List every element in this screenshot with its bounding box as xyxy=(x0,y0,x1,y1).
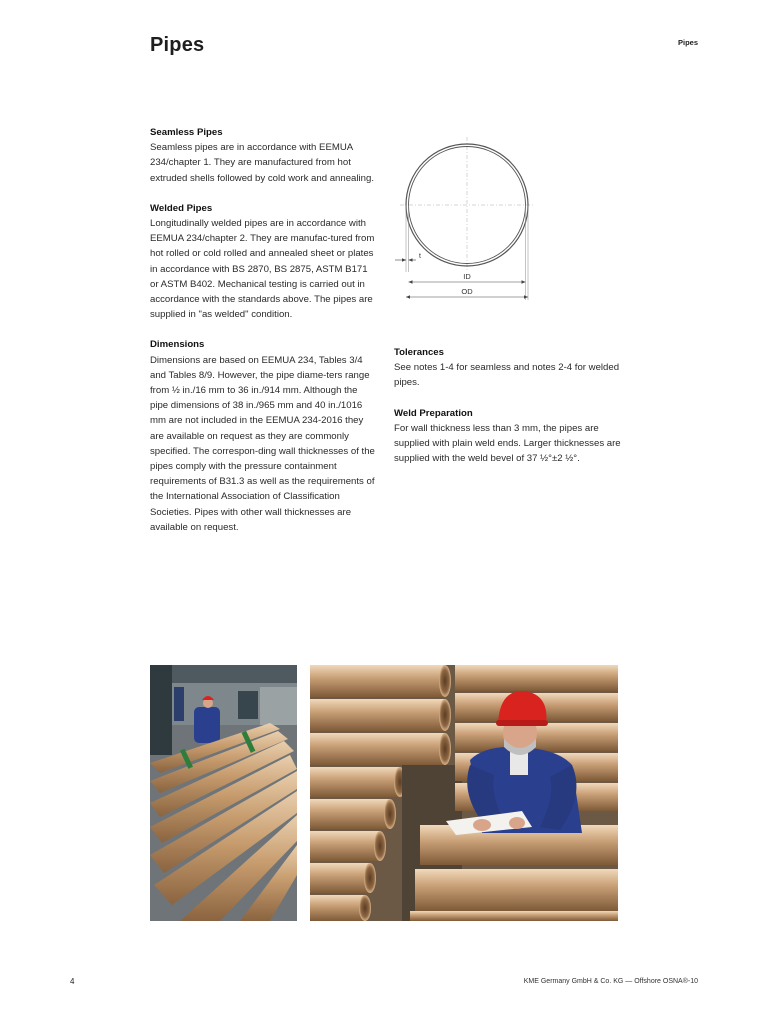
warehouse-pipes-photo xyxy=(150,665,297,921)
pipe-diagram-svg xyxy=(392,132,542,317)
page-title: Pipes xyxy=(150,34,205,56)
left-text-column xyxy=(150,125,375,550)
section-heading: Welded Pipes xyxy=(150,202,213,214)
arrow-head xyxy=(409,258,413,261)
right-text-column xyxy=(394,345,624,481)
section-heading: Dimensions xyxy=(150,339,205,351)
page-number: 4 xyxy=(70,977,75,986)
footer-publisher: KME Germany GmbH & Co. KG — Offshore OSNA®-10 xyxy=(523,978,698,985)
section-welded-pipes xyxy=(150,201,375,323)
section-body: For wall thickness less than 3 mm, the pipes are supplied with plain weld ends. Larger thicknesses are supplied with the weld bevel of 37 ½°±2 ½°. xyxy=(394,422,621,465)
arrow-head xyxy=(409,280,413,283)
label-od: OD xyxy=(461,287,473,296)
label-t: t xyxy=(419,253,421,260)
section-body: See notes 1-4 for seamless and notes 2-4 for welded pipes. xyxy=(394,362,620,389)
section-heading: Weld Preparation xyxy=(394,407,473,419)
arrow-head xyxy=(402,258,406,261)
section-body: Dimensions are based on EEMUA 234, Tables 3/4 and Tables 8/9. However, the pipe diame-ters range from ½ in./16 mm to 36 in./914 mm. Although the pipe dimensions of 38 in./965 mm and 40 in./1016 mm are not included in the EEMUA 234-2016 they are available on request as they are commonly specified. The correspon-ding wall thicknesses of the pipes comply with the pressure containment requirements of B31.3 as well as the requirements of the International Association of Classification Societies. Pipes with other wall thicknesses are available on request. xyxy=(150,354,375,533)
pipe-cross-section-diagram xyxy=(392,132,542,317)
arrow-head xyxy=(524,295,528,298)
section-weld-preparation xyxy=(394,406,624,467)
section-heading: Seamless Pipes xyxy=(150,127,223,138)
section-seamless-pipes xyxy=(150,125,375,186)
section-tolerances xyxy=(394,345,624,391)
section-body: Longitudinally welded pipes are in accordance with EEMUA 234/chapter 2. They are manufac-tured from hot rolled or cold rolled and annealed sheet or plates in accordance with BS 2870, BS 2875, ASTM B171 or ASTM B402. Mechanical testing is carried out in accordance with the standards above. The pipes are supplied in "as welded" condition. xyxy=(150,218,375,321)
section-body: Seamless pipes are in accordance with EEMUA 234/chapter 1. They are manufactured from hot extruded shells followed by cold work and annealing. xyxy=(150,142,374,184)
arrow-head xyxy=(406,295,410,298)
section-dimensions xyxy=(150,337,375,535)
label-id: ID xyxy=(463,272,471,281)
section-heading: Tolerances xyxy=(394,347,444,358)
worker-inspecting-pipes-photo xyxy=(310,665,618,921)
arrow-head xyxy=(522,280,526,283)
running-head: Pipes xyxy=(677,38,698,47)
